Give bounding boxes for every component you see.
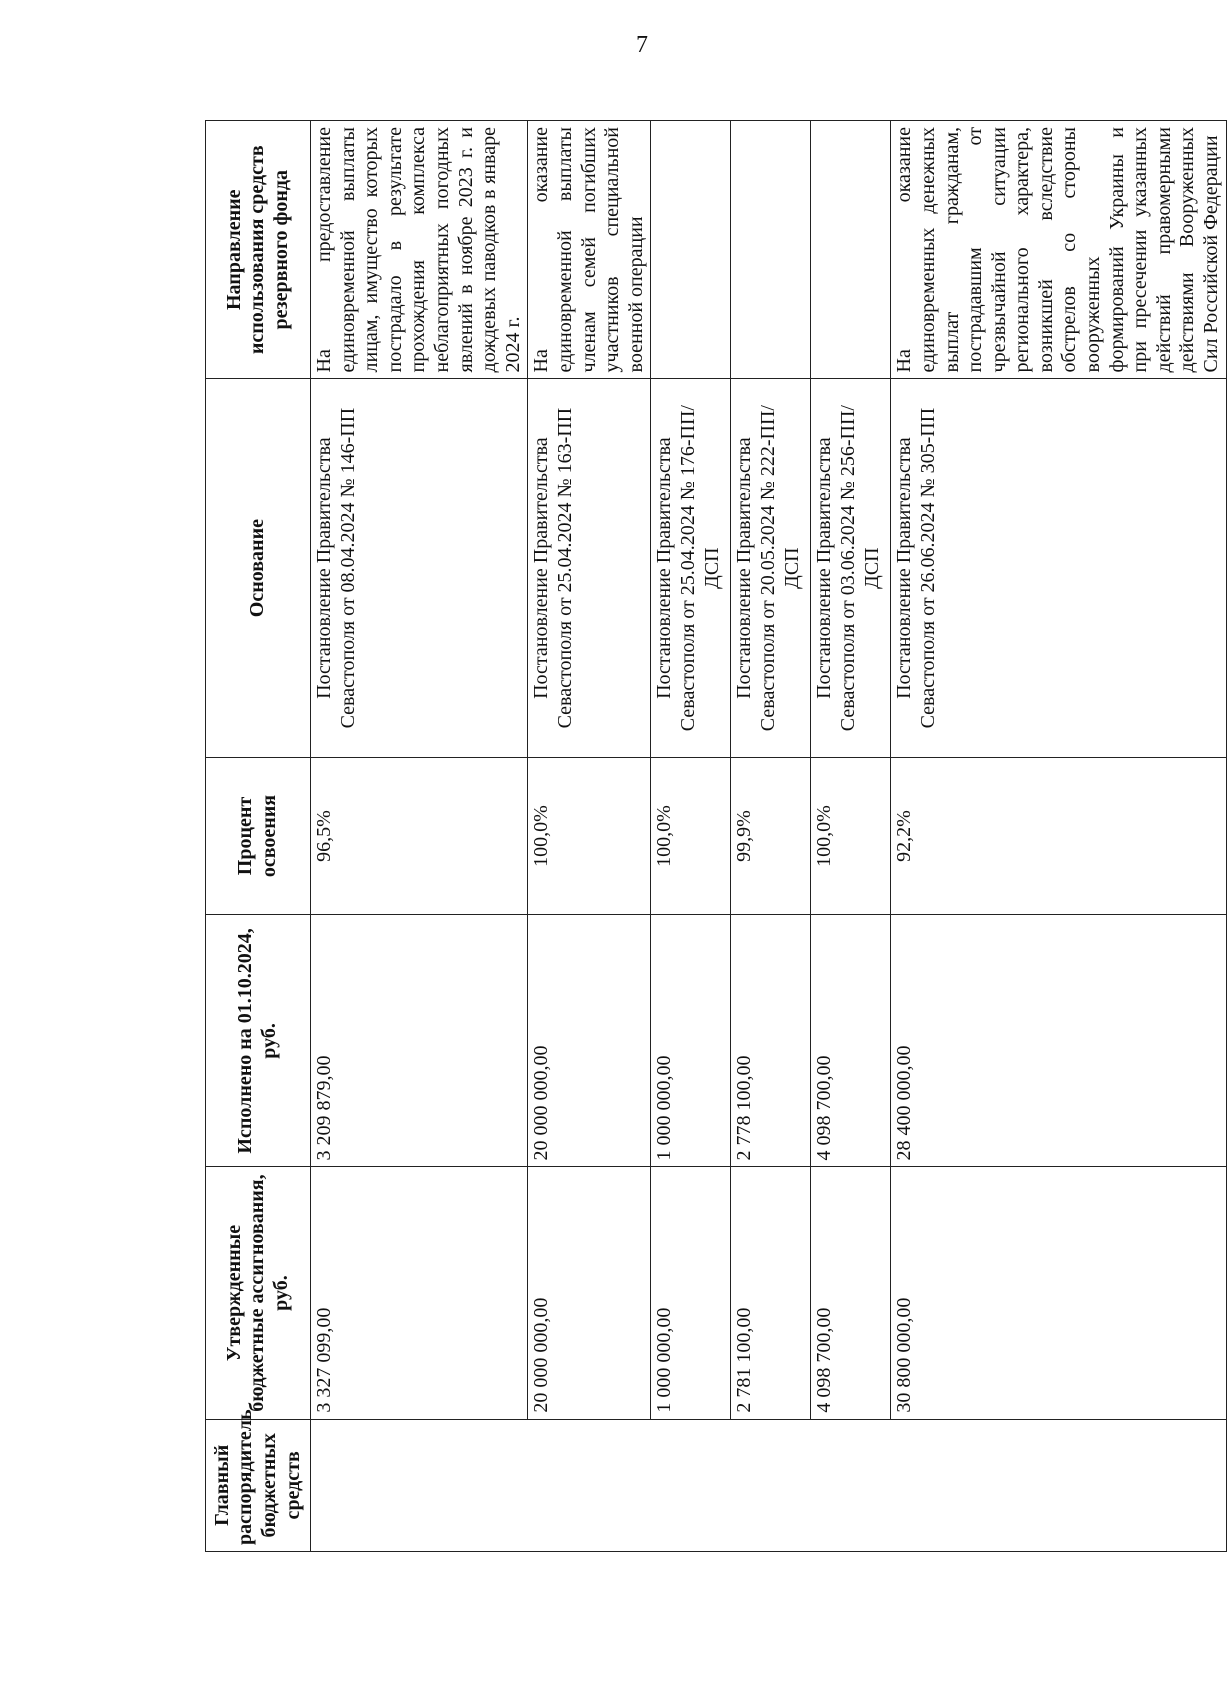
cell-percent: 100,0% xyxy=(811,757,891,915)
cell-approved: 30 800 000,00 xyxy=(891,1167,1226,1419)
cell-executed: 20 000 000,00 xyxy=(528,915,651,1167)
table-row xyxy=(311,121,528,1552)
cell-direction xyxy=(651,121,731,379)
cell-basis: Постановление Правительства Севастополя от 20.05.2024 № 222-ПП/ДСП xyxy=(731,379,811,757)
cell-percent: 100,0% xyxy=(528,757,651,915)
cell-executed: 3 209 879,00 xyxy=(311,915,528,1167)
cell-approved: 3 327 099,00 xyxy=(311,1167,528,1419)
cell-approved: 20 000 000,00 xyxy=(528,1167,651,1419)
cell-direction xyxy=(811,121,891,379)
cell-percent: 99,9% xyxy=(731,757,811,915)
header-direction: Направление использования средств резервного фонда xyxy=(206,121,311,379)
cell-distributor xyxy=(311,1419,1227,1551)
cell-approved: 4 098 700,00 xyxy=(811,1167,891,1419)
cell-basis: Постановление Правительства Севастополя от 08.04.2024 № 146-ПП xyxy=(311,379,528,757)
table-row xyxy=(528,121,651,1552)
cell-basis: Постановление Правительства Севастополя от 26.06.2024 № 305-ПП xyxy=(891,379,1226,757)
table-header-row xyxy=(206,121,311,1552)
cell-direction: На предоставление единовременной выплаты лицам, имущество которых пострадало в результате прохождения комплекса неблагоприятных погодных явлений в ноябре 2023 г. и дождевых паводков в январе 2024 г. xyxy=(311,121,528,379)
cell-percent: 100,0% xyxy=(651,757,731,915)
cell-approved: 2 781 100,00 xyxy=(731,1167,811,1419)
table-row xyxy=(811,121,891,1552)
table-row xyxy=(651,121,731,1552)
header-basis: Основание xyxy=(206,379,311,757)
rotated-table-container xyxy=(205,120,1223,1552)
cell-basis: Постановление Правительства Севастополя от 03.06.2024 № 256-ПП/ДСП xyxy=(811,379,891,757)
cell-direction: На оказание единовременных денежных выплат гражданам, пострадавшим от чрезвычайной ситуации регионального характера, возникшей вследствие обстрелов со стороны вооруженных формирований Украины и при пресечении указанных действий правомерными действиями Вооруженных Сил Российской Федерации xyxy=(891,121,1226,379)
cell-percent: 92,2% xyxy=(891,757,1226,915)
cell-percent: 96,5% xyxy=(311,757,528,915)
cell-executed: 28 400 000,00 xyxy=(891,915,1226,1167)
header-approved: Утвержденные бюджетные ассигнования, руб. xyxy=(206,1167,311,1419)
header-percent: Процент освоения xyxy=(206,757,311,915)
page-number: 7 xyxy=(636,32,648,58)
cell-direction: На оказание единовременной выплаты членам семей погибших участников специальной военной операции xyxy=(528,121,651,379)
table-row xyxy=(731,121,811,1552)
cell-executed: 2 778 100,00 xyxy=(731,915,811,1167)
table-row xyxy=(891,121,1226,1552)
reserve-fund-table xyxy=(205,120,1227,1552)
header-distributor: Главный распорядитель бюджетных средств xyxy=(206,1419,311,1551)
cell-executed: 1 000 000,00 xyxy=(651,915,731,1167)
cell-basis: Постановление Правительства Севастополя от 25.04.2024 № 176-ПП/ДСП xyxy=(651,379,731,757)
cell-direction xyxy=(731,121,811,379)
cell-executed: 4 098 700,00 xyxy=(811,915,891,1167)
cell-approved: 1 000 000,00 xyxy=(651,1167,731,1419)
cell-basis: Постановление Правительства Севастополя от 25.04.2024 № 163-ПП xyxy=(528,379,651,757)
header-executed: Исполнено на 01.10.2024, руб. xyxy=(206,915,311,1167)
